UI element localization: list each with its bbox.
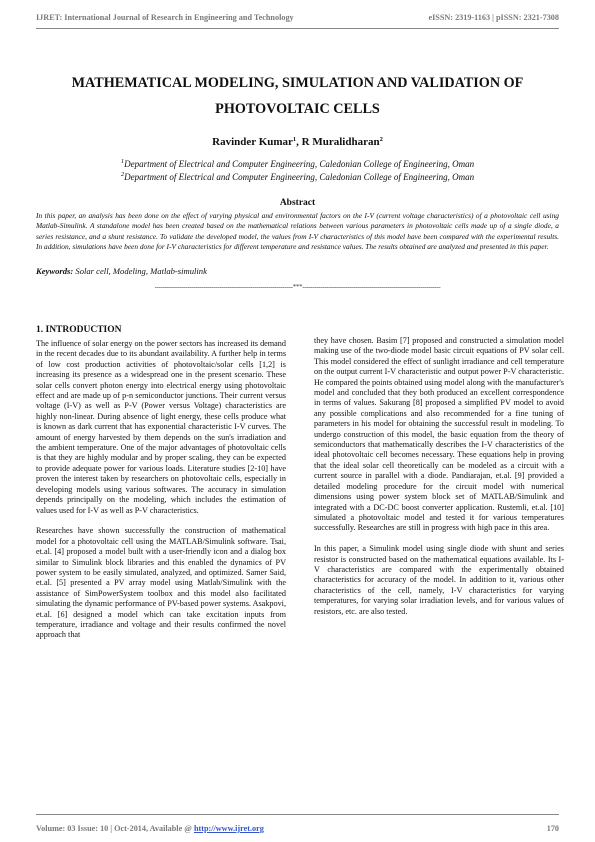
affiliation-1-sup: 1 [120,158,125,165]
right-column [314,336,564,627]
paragraph: Researches have shown successfully the construction of mathematical model for a photovoltaic cell using the MATLAB/Simulink software. Tsai, et.al. [4] proposed a model built with a user-friendly icon and a dialog box similar to Simulink block libraries and this enabled the dynamics of PV power system to be easily simulated, analyzed, and optimized. Samer Said, et.al. [5] presented a PV array model using Matlab/Simulink with the assistance of SimPowerSystem toolbox and this model also facilitated simulating the dynamic performance of PV-based power systems. Asakpovi, et.al. [6] designed a model which can take excitation inputs from temperature, irradiance and voltage and their results confirmed the novel approach that [36,526,286,640]
affiliation-2-sup: 2 [120,171,125,178]
journal-link[interactable]: http://www.ijret.org [193,824,264,833]
running-footer [36,824,559,833]
abstract-heading: Abstract [279,198,316,208]
affiliation-1 [36,158,559,170]
footer-volume-info [36,824,264,833]
keywords [36,266,559,276]
paragraph: The influence of solar energy on the power sectors has increased its demand in the recent decades due to its abundant availability. A further help in terms of low cost production activities of photovoltaic/solar cells [1,2] is increasing its presence as a widespread one in the present scenario. These solar cells convert photon energy into electrical energy using photovoltaic effect and are made up of p-n semiconductor junctions. Their current versus voltage (I-V) as well as P-V (Power versus Voltage) characteristics are highly non-linear. During absence of light energy, these cells produce what is known as dark current that has exponential characteristic I-V curves. The amount of energy harvested by them depends on the sun's irradiation and the ambient temperature. One of the major advantages of photovoltaic cells is that they are highly modular and by proper scaling, they can be expected to provide adequate power for various loads. Literature studies [2-10] have proven the interest taken by researchers on photovoltaic cells, especially in developing models using various softwares. The accuracy in simulation depends principally on the modeling, which includes the estimation of values used for I-V as well as P-V characteristics. [36,339,286,515]
title-line-1: MATHEMATICAL MODELING, SIMULATION AND VALIDATION OF [71,75,524,91]
author-1-sup: 1 [292,136,297,143]
author-separator: , [296,136,302,148]
paper-title [36,70,559,122]
running-header [36,13,559,25]
journal-name: IJRET: International Journal of Research in Engineering and Technology [36,13,294,22]
abstract-text: In this paper, an analysis has been done on the effect of varying physical and environmental factors on the I-V (current voltage characteristics) of a photovoltaic cell using Matlab-Simulink. A standalone model has been created based on the mathematical relations between various parameters in photovoltaic cells made up of a single diode, a series resistance, and a shunt resistance. To validate the developed model, the values from I-V characteristics of this model have been compared with the experimental results. In addition, simulations have been done for I-V characteristics for different temperature and resistance values. The results obtained are analyzed and presented in this paper. [36,211,559,251]
author-2: R Muralidharan [301,136,380,148]
affiliation-1-text: Department of Electrical and Computer Engineering, Caledonian College of Engineering, Oman [124,159,475,169]
paragraph: they have chosen. Basim [7] proposed and constructed a simulation model making use of the two-diode model basic circuit equations of PV solar cell. This model considered the effect of sunlight irradiance and cell temperature on the output current I-V characteristic and output power P-V characteristic. He compared the points obtained using model along with the manufacturer's model and concluded that they both produced an excellent correspondence in terms of values. Sakurang [8] proposed a simplified PV model to avoid any possible complications and also recommended for a fine tuning of parameters in his model for obtaining the successful result in modeling. To undergo construction of this model, the basic equation from the theory of semiconductors that mathematically describes the I-V characteristics of the ideal photovoltaic cell becomes necessary. These equations help in proving that the ideal solar cell theoretically can be modeled as a circuit with a current source in parallel with a diode. Pandiarajan, et.al. [9] provided a detailed modeling procedure for the circuit model with numerical dimensions using power system block set of MATLAB/Simulink and integrated with a DC-DC boost converter application. Rustemli, et.al. [10] simulated a photovoltaic model and tested it for various temperatures successfully. Researches are still in progress with high pace in this area. [314,336,564,533]
section-heading-introduction: 1. INTRODUCTION [36,325,122,335]
left-column [36,339,286,651]
affiliation-2 [36,171,559,183]
author-1: Ravinder Kumar [212,136,293,148]
author-list [36,136,559,148]
affiliation-2-text: Department of Electrical and Computer Engineering, Caledonian College of Engineering, Oman [124,172,475,182]
page-number: 170 [546,824,559,833]
keywords-label: Keywords: [36,266,74,276]
section-separator: --------------------------------------------------------------------***-------------------------------------------------------------------- [154,283,441,291]
issn: eISSN: 2319-1163 | pISSN: 2321-7308 [428,13,559,22]
header-rule [36,28,559,29]
footer-rule [36,814,559,815]
keywords-value: Solar cell, Modeling, Matlab-simulink [75,266,207,276]
title-line-2: PHOTOVOLTAIC CELLS [215,101,380,117]
paragraph: In this paper, a Simulink model using single diode with shunt and series resistor is constructed based on the mathematical equations available. Its I-V characteristics are compared with the experimentally obtained characteristics for accuracy of the model. In addition to it, various other characteristics of the cell, namely, I-V characteristics for varying temperatures, for varying solar irradiation levels, and for various values of resistors, etc. are also tested. [314,544,564,616]
footer-volume: Volume: 03 Issue: 10 | Oct-2014, Available @ [36,824,194,833]
author-2-sup: 2 [379,136,383,143]
